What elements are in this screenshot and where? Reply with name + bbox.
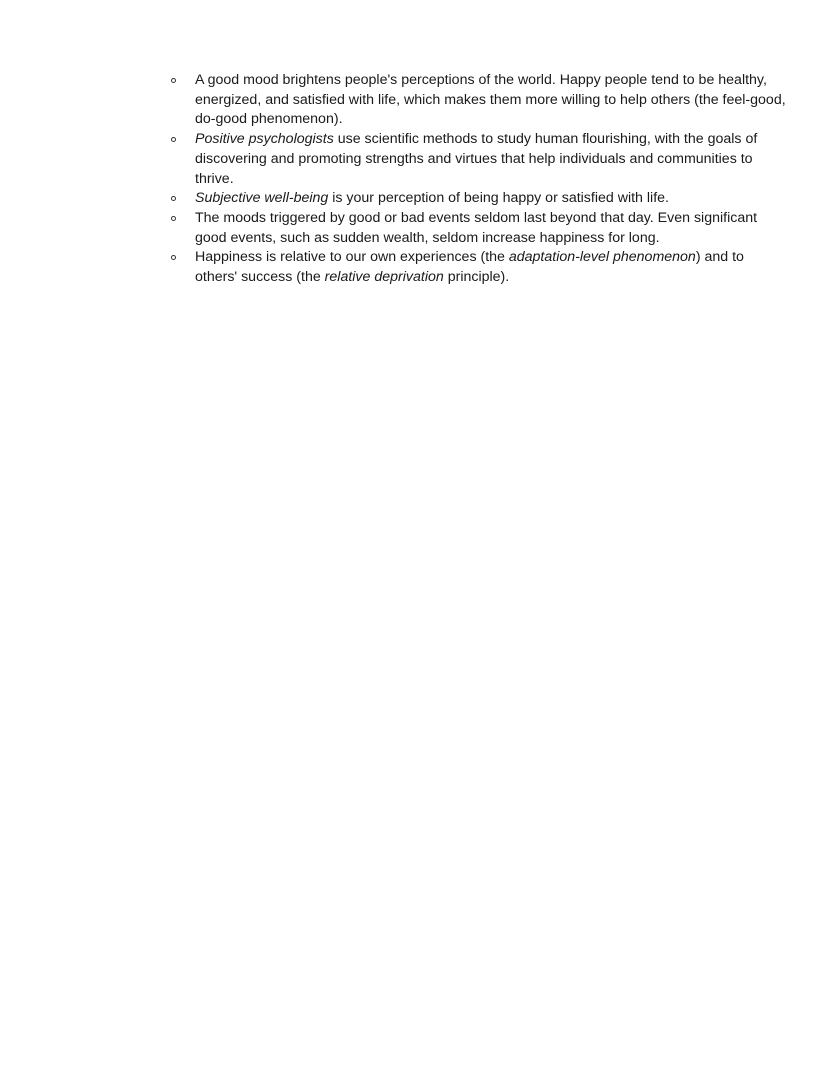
- text-segment: principle).: [443, 269, 510, 286]
- hollow-circle-bullet-icon: [171, 216, 176, 221]
- text-segment: ) and to others' success (the: [195, 249, 744, 286]
- list-item-text: [195, 130, 788, 189]
- list-item-text: [195, 189, 788, 209]
- list-item: [0, 189, 828, 209]
- list-item: [0, 130, 828, 189]
- hollow-circle-bullet-icon: [171, 196, 176, 201]
- italic-term: Subjective well-being: [195, 190, 329, 207]
- hollow-circle-bullet-icon: [171, 255, 176, 260]
- list-item-text: [195, 71, 788, 130]
- text-segment: use scientific methods to study human flourishing, with the goals of discovering and promoting strengths and virtues that help individuals and communities to thrive.: [195, 131, 758, 187]
- text-segment: A good mood brightens people's perceptions of the world. Happy people tend to be healthy, energized, and satisfied with life, which makes them more willing to help others (the feel-good, do-good phenomenon).: [195, 72, 786, 128]
- bullet-list: [0, 71, 828, 288]
- list-item: [0, 71, 828, 130]
- italic-term: relative deprivation: [324, 269, 444, 286]
- hollow-circle-bullet-icon: [171, 78, 176, 83]
- text-segment: is your perception of being happy or satisfied with life.: [328, 190, 669, 207]
- list-item-text: [195, 209, 788, 248]
- text-segment: The moods triggered by good or bad events seldom last beyond that day. Even significant good events, such as sudden wealth, seldom increase happiness for long.: [195, 209, 758, 246]
- list-item: [0, 209, 828, 248]
- italic-term: adaptation-level phenomenon: [508, 249, 696, 266]
- hollow-circle-bullet-icon: [171, 137, 176, 142]
- italic-term: Positive psychologists: [195, 131, 334, 148]
- list-item: [0, 248, 828, 287]
- text-segment: Happiness is relative to our own experiences (the: [195, 249, 509, 266]
- list-item-text: [195, 248, 788, 287]
